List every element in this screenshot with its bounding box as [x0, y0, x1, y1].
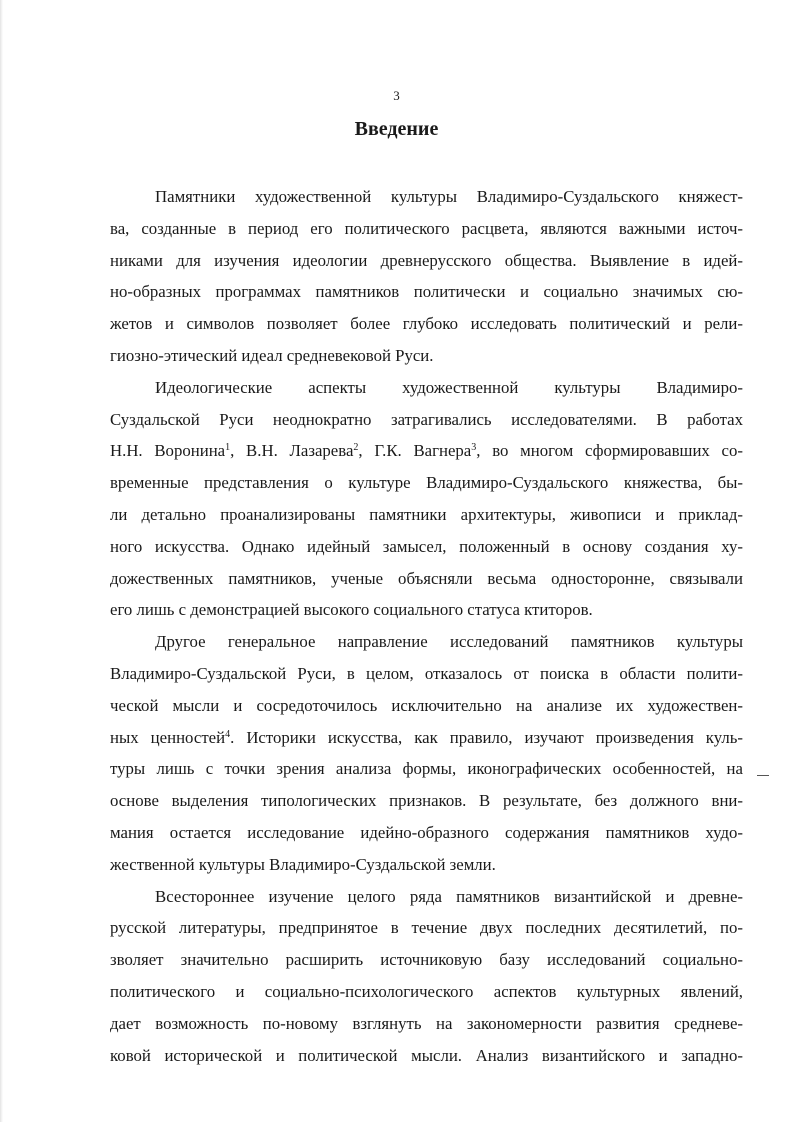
footnote-ref-2: 2: [353, 442, 359, 454]
text-line: Идеологические аспекты художественной культуры Владимиро-: [155, 377, 743, 397]
text-line: Всестороннее изучение целого ряда памятников византийской и древне-: [155, 886, 743, 906]
text-line: ковой исторической и политической мысли. Анализ византийского и западно-: [110, 1045, 743, 1065]
text-line: зволяет значительно расширить источниковую базу исследований социально-: [110, 950, 743, 970]
text-line: жественной культуры Владимиро-Суздальской земли.: [110, 854, 496, 874]
text-segment: ных ценностей: [110, 727, 226, 747]
text-segment: . Историки искусства, как правило, изучают произведения куль-: [230, 727, 743, 747]
text-line: ческой мысли и сосредоточилось исключительно на анализе их художествен-: [110, 695, 743, 715]
page-title: Введение: [354, 118, 439, 140]
margin-mark: [757, 775, 769, 776]
text-line: туры лишь с точки зрения анализа формы, иконографических особенностей, на: [110, 759, 743, 779]
text-line: временные представления о культуре Владимиро-Суздальского княжества, бы-: [110, 473, 743, 493]
text-line: ва, созданные в период его политического расцвета, являются важными источ-: [110, 218, 743, 238]
body-text: [110, 181, 743, 1071]
text-line: Владимиро-Суздальской Руси, в целом, отказалось от поиска в области полити-: [110, 663, 743, 683]
text-line: основе выделения типологических признаков. В результате, без должного вни-: [110, 791, 743, 811]
text-line: Памятники художественной культуры Владимиро-Суздальского княжест-: [155, 187, 743, 206]
text-line: ного искусства. Однако идейный замысел, положенный в основу создания ху-: [110, 536, 743, 556]
scan-left-edge: [0, 0, 3, 1122]
text-line: политического и социально-психологического аспектов культурных явлений,: [110, 981, 743, 1001]
text-line: ли детально проанализированы памятники архитектуры, живописи и приклад-: [110, 504, 743, 524]
footnote-ref-1: 1: [225, 442, 231, 454]
text-line: никами для изучения идеологии древнерусского общества. Выявление в идей-: [110, 250, 743, 270]
footnote-ref-3: 3: [471, 442, 477, 454]
text-line: [110, 435, 743, 467]
text-segment: , Г.К. Вагнера: [358, 441, 472, 461]
page-number: 3: [393, 88, 400, 103]
text-line: русской литературы, предпринятое в течение двух последних десятилетий, по-: [110, 918, 743, 938]
text-line: гиозно-этический идеал средневековой Руси.: [110, 345, 434, 365]
text-line: дает возможность по-новому взглянуть на закономерности развития средневе-: [110, 1013, 743, 1033]
text-line: [110, 722, 743, 754]
footnote-ref-4: 4: [225, 728, 231, 740]
text-segment: , во многом сформировавших со-: [476, 441, 743, 461]
text-line: но-образных программах памятников политически и социально значимых сю-: [110, 282, 743, 302]
text-segment: Н.Н. Воронина: [110, 441, 226, 461]
text-line: его лишь с демонстрацией высокого социального статуса ктиторов.: [110, 600, 593, 620]
text-line: дожественных памятников, ученые объясняли весьма односторонне, связывали: [110, 568, 743, 588]
text-line: мания остается исследование идейно-образного содержания памятников худо-: [110, 822, 743, 842]
text-segment: , В.Н. Лазарева: [230, 441, 354, 461]
text-line: жетов и символов позволяет более глубоко исследовать политический и рели-: [110, 314, 743, 334]
text-line: Другое генеральное направление исследований памятников культуры: [155, 632, 743, 652]
text-line: Суздальской Руси неоднократно затрагивались исследователями. В работах: [110, 409, 743, 429]
